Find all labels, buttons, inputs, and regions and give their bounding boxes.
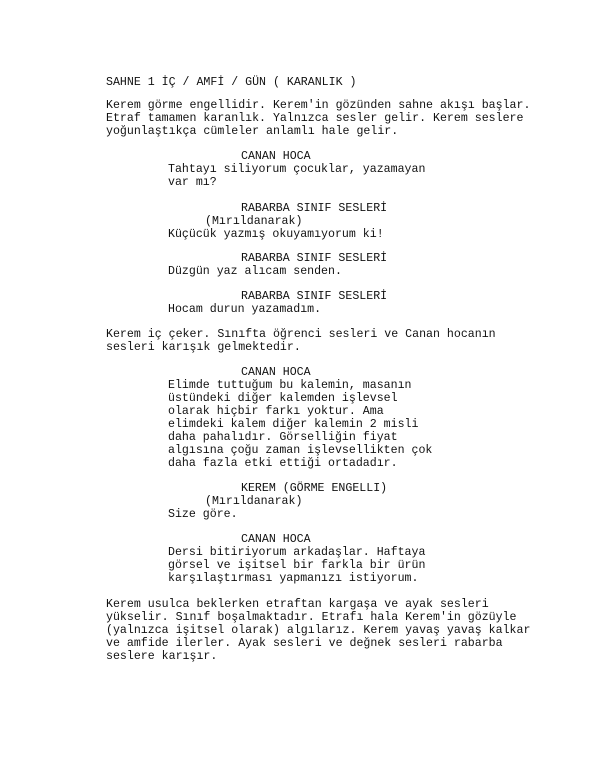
action-line: ve amfide ilerler. Ayak sesleri ve değnek sesleri rabarba [106, 637, 503, 650]
character-cue: RABARBA SINIF SESLERİ [241, 202, 388, 215]
character-cue: CANAN HOCA [241, 366, 311, 379]
character-cue: CANAN HOCA [241, 150, 311, 163]
parenthetical: (Mırıldanarak) [205, 215, 303, 228]
action-line: Kerem iç çeker. Sınıfta öğrenci sesleri ve Canan hocanın [106, 328, 496, 341]
dialogue-line: görsel ve işitsel bir farkla bir ürün [168, 559, 426, 572]
scene-heading: SAHNE 1 İÇ / AMFİ / GÜN ( KARANLIK ) [106, 76, 357, 89]
character-cue: RABARBA SINIF SESLERİ [241, 252, 388, 265]
dialogue-line: daha fazla etki ettiği ortadadır. [168, 457, 398, 470]
dialogue-line: var mı? [168, 176, 217, 189]
character-cue: KEREM (GÖRME ENGELLI) [241, 482, 388, 495]
dialogue-line: elimdeki kalem diğer kalemin 2 misli [168, 418, 419, 431]
dialogue-line: üstündeki diğer kalemden işlevsel [168, 392, 398, 405]
dialogue-line: Elimde tuttuğum bu kalemin, masanın [168, 379, 412, 392]
dialogue-line: Düzgün yaz alıcam senden. [168, 265, 342, 278]
action-line: sesleri karışık gelmektedir. [106, 341, 301, 354]
dialogue-line: algısına çoğu zaman işlevsellikten çok [168, 444, 433, 457]
dialogue-line: daha pahalıdır. Görselliğin fiyat [168, 431, 398, 444]
action-line: (yalnızca işitsel olarak) algılarız. Kerem yavaş yavaş kalkar [106, 624, 531, 637]
action-line: yoğunlaştıkça cümleler anlamlı hale gelir. [106, 125, 399, 138]
action-line: Kerem usulca beklerken etraftan kargaşa ve ayak sesleri [106, 598, 489, 611]
dialogue-line: Size göre. [168, 508, 238, 521]
parenthetical: (Mırıldanarak) [205, 495, 303, 508]
character-cue: CANAN HOCA [241, 533, 311, 546]
action-line: yükselir. Sınıf boşalmaktadır. Etrafı hala Kerem'in gözüyle [106, 611, 517, 624]
action-line: Etraf tamamen karanlık. Yalnızca sesler gelir. Kerem seslere [106, 112, 524, 125]
dialogue-line: Dersi bitiriyorum arkadaşlar. Haftaya [168, 546, 426, 559]
action-line: seslere karışır. [106, 650, 218, 663]
dialogue-line: karşılaştırması yapmanızı istiyorum. [168, 572, 419, 585]
action-line: Kerem görme engellidir. Kerem'in gözünden sahne akışı başlar. [106, 99, 531, 112]
dialogue-line: olarak hiçbir farkı yoktur. Ama [168, 405, 384, 418]
dialogue-line: Küçücük yazmış okuyamıyorum ki! [168, 228, 384, 241]
dialogue-line: Hocam durun yazamadım. [168, 303, 322, 316]
character-cue: RABARBA SINIF SESLERİ [241, 290, 388, 303]
dialogue-line: Tahtayı siliyorum çocuklar, yazamayan [168, 163, 426, 176]
